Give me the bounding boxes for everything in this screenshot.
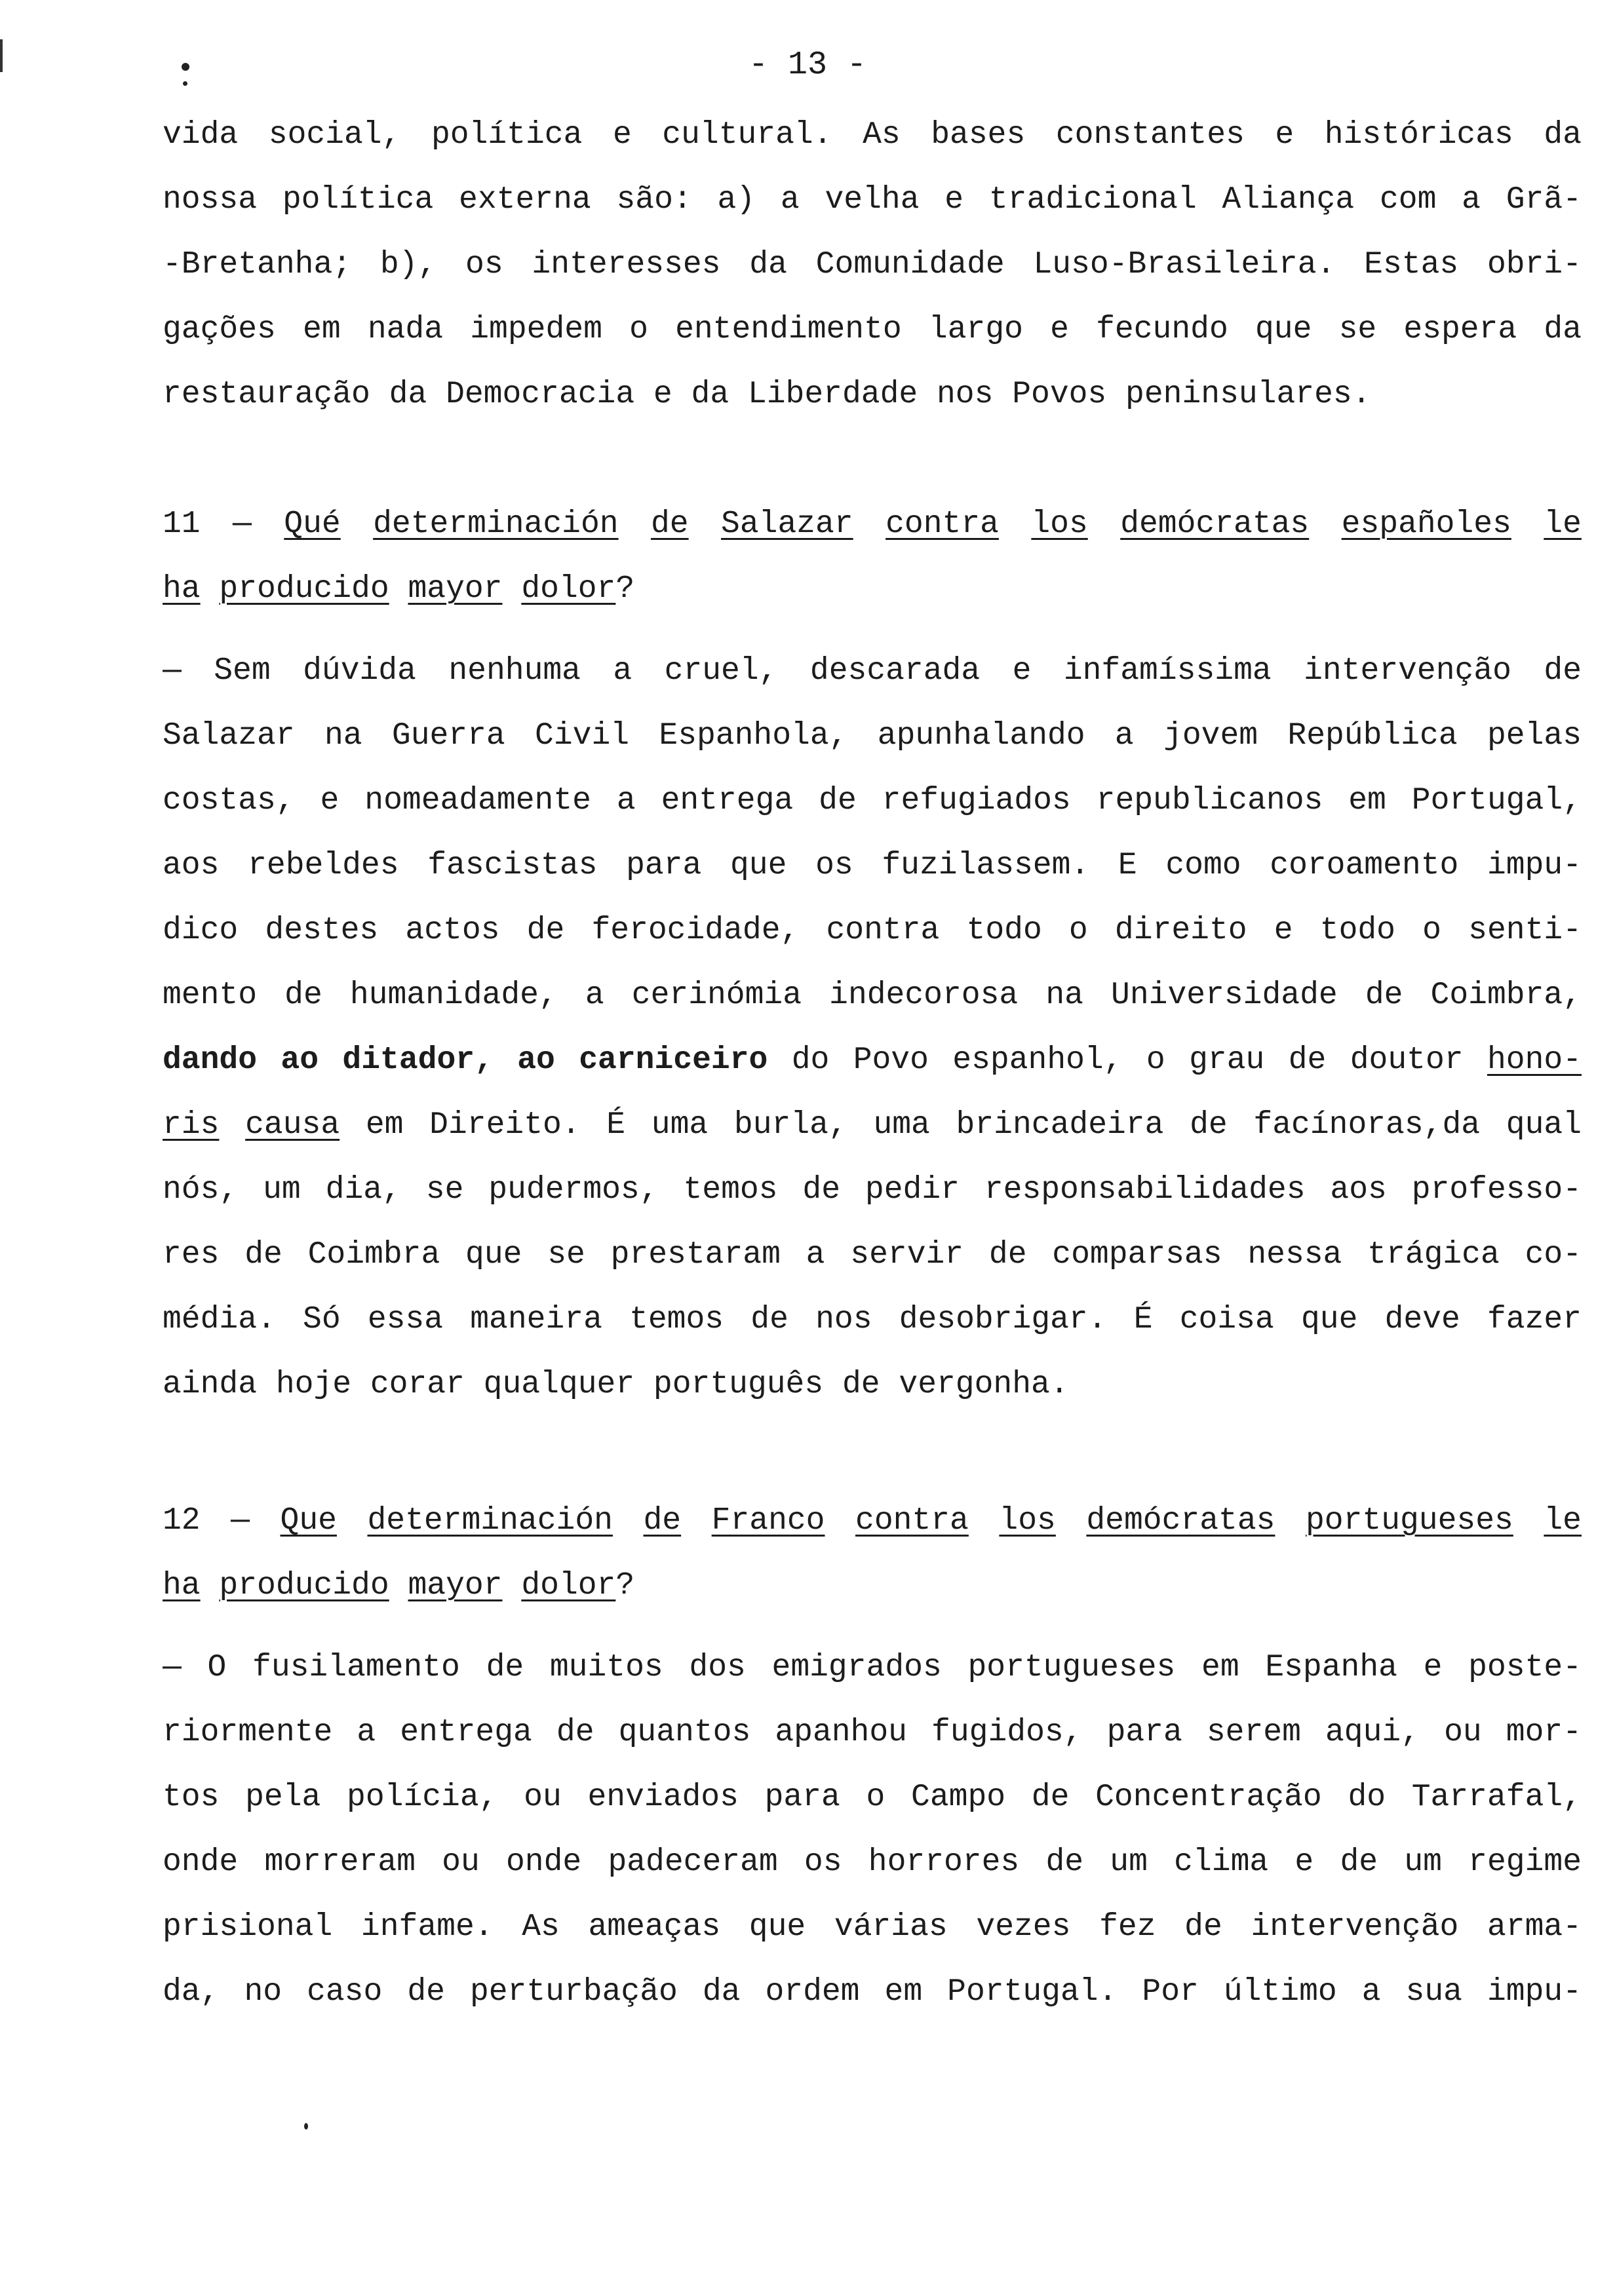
question-word: dolor [521,1568,616,1603]
text-line: vida social, política e cultural. As bases constantes e históricas da [163,117,1582,153]
question-word: producido [219,1568,389,1603]
question-word: Salazar [721,507,853,542]
question-line [163,569,1582,609]
question-word: contra [885,507,999,542]
question-word: dolor [521,571,616,607]
text-line: — Sem dúvida nenhuma a cruel, descarada e infamíssima intervenção de [163,653,1582,689]
question-word: determinación [373,507,619,542]
text-line: dico destes actos de ferocidade, contra todo o direito e todo o senti- [163,913,1582,948]
question-word: de [651,507,689,542]
underlined-word: ris [163,1107,220,1143]
question-mark: ? [615,571,635,607]
text-line: onde morreram ou onde padeceram os horrores de um clima e de um regime [163,1845,1582,1880]
text-run: em Direito. É uma burla, uma brincadeira de facínoras,da qual [340,1107,1582,1143]
question-word: demócratas [1120,507,1310,542]
text-line: nossa política externa são: a) a velha e tradicional Aliança com a Grã- [163,182,1582,218]
question-word: determinación [367,1503,613,1539]
question-word: ha [163,571,201,607]
text-line: riormente a entrega de quantos apanhou fugidos, para serem aqui, ou mor- [163,1715,1582,1750]
question-word: portugueses [1305,1503,1513,1539]
text-line: prisional infame. As ameaças que várias vezes fez de intervenção arma- [163,1909,1582,1945]
text-line: aos rebeldes fascistas para que os fuzilassem. E como coroamento impu- [163,848,1582,883]
question-word: los [1031,507,1088,542]
question-word: mayor [408,571,503,607]
question-word: le [1544,507,1582,542]
ink-dot-mark [304,2123,308,2130]
question-number: 11 — [163,507,252,542]
underlined-word: causa [245,1107,340,1143]
text-run: do Povo espanhol, o grau de doutor [768,1043,1487,1078]
question-word: contra [855,1503,969,1539]
text-line: — O fusilamento de muitos dos emigrados portugueses em Espanha e poste- [163,1650,1582,1685]
text-line [163,1041,1582,1080]
question-word: Que [280,1503,337,1539]
text-line: restauração da Democracia e da Liberdade nos Povos peninsulares. [163,377,1371,412]
text-line: res de Coimbra que se prestaram a servir de comparsas nessa trágica co- [163,1237,1582,1272]
underlined-word: hono- [1487,1043,1582,1078]
page-number: - 13 - [748,47,867,84]
question-number: 12 — [163,1503,250,1539]
text-line: Salazar na Guerra Civil Espanhola, apunhalando a jovem República pelas [163,718,1582,754]
text-line: média. Só essa maneira temos de nos desobrigar. É coisa que deve fazer [163,1302,1582,1337]
question-word: Franco [711,1503,825,1539]
question-word: producido [219,571,389,607]
text-line: ainda hoje corar qualquer português de vergonha. [163,1367,1069,1402]
text-line: gações em nada impedem o entendimento largo e fecundo que se espera da [163,312,1582,347]
question-word: los [999,1503,1056,1539]
question-word: de [643,1503,682,1539]
question-mark: ? [615,1568,635,1603]
question-line [163,1501,1582,1540]
question-line [163,1566,1582,1605]
question-word: ha [163,1568,201,1603]
question-word: demócratas [1086,1503,1275,1539]
question-word: españoles [1341,507,1511,542]
text-line: tos pela polícia, ou enviados para o Campo de Concentração do Tarrafal, [163,1780,1582,1815]
text-line: mento de humanidade, a cerinómia indecorosa na Universidade de Coimbra, [163,978,1582,1013]
text-line: da, no caso de perturbação da ordem em Portugal. Por último a sua impu- [163,1974,1582,2010]
text-line: -Bretanha; b), os interesses da Comunidade Luso-Brasileira. Estas obri- [163,247,1582,282]
question-word: le [1544,1503,1582,1539]
question-word: mayor [408,1568,503,1603]
question-line [163,505,1582,544]
text-line [163,1105,1582,1145]
question-word: Qué [284,507,341,542]
text-line: costas, e nomeadamente a entrega de refugiados republicanos em Portugal, [163,783,1582,818]
text-line: nós, um dia, se pudermos, temos de pedir responsabilidades aos professo- [163,1172,1582,1208]
bold-phrase: dando ao ditador, ao carniceiro [163,1043,768,1078]
